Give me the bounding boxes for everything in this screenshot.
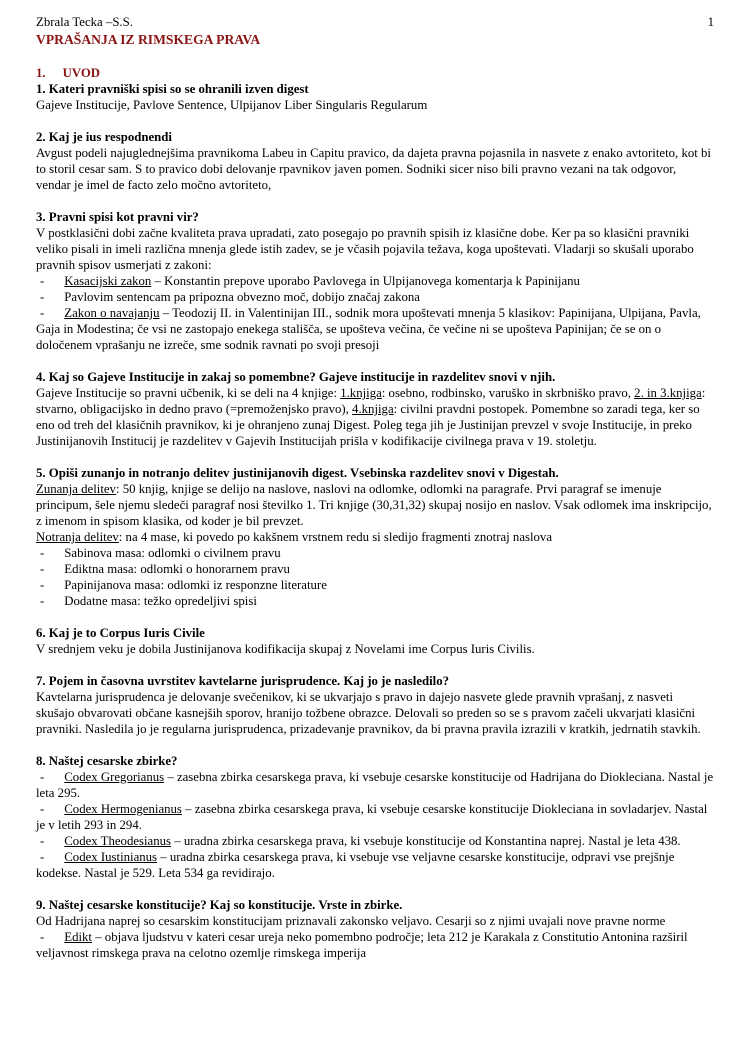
text-run: : 50 knjig, knjige se delijo na naslove, naslovi na odlomke, odlomki na paragrafe. Prvi paragraf se imenuje principum, šele njemu sledeči paragraf nosi številko 1. Tri knjige (30,31,32) skupaj nosijo en naslov. Vsak odlomek ima inskripcijo, z imenom in spisom klasika, od koder je bil prevzet. — [36, 482, 712, 528]
underlined-term: Edikt — [64, 930, 92, 944]
paragraph — [36, 225, 714, 273]
question-section — [36, 129, 714, 193]
page-number: 1 — [707, 15, 714, 29]
bullet-dash: - — [40, 274, 45, 288]
underlined-term: Zakon o navajanju — [64, 306, 160, 320]
bullet-dash: - — [40, 770, 45, 784]
bullet-item — [36, 577, 714, 593]
text-run: Kavtelarna jurisprudenca je delovanje svečenikov, ki se ukvarjajo s pravo in dajejo nasvete glede pravnih vprašanj, z nasveti skušajo obvarovati občane kasnejših sporov, hranijo tožbene obrazce. Delovali so preden so se s pravom začeli ukvarjati klasični pravniki. Nasledila jo je regularna jurisprudenca, prizadevanje pravnikov, da bi pravna pravila izrazili v kratkih, jedrnatih stavkih. — [36, 690, 701, 736]
text-run: V postklasični dobi začne kvaliteta prava upradati, zato posegajo po pravnih spisih iz klasične dobe. Ker pa so klasični pravniki veliko pisali in imeli različna mnenja glede istih zadev, se je včasih pojavila težava, koga upoštevati. Vladarji so skušali uporabo pravnih spisov usmerjati z zakoni: — [36, 226, 694, 272]
question-section — [36, 465, 714, 609]
paragraph — [36, 97, 714, 113]
text-run: Od Hadrijana naprej so cesarskim konstitucijam priznavali zakonsko veljavo. Cesarji so z njimi uvajali nove pravne norme — [36, 914, 666, 928]
underlined-term: 1.knjiga — [340, 386, 382, 400]
text-run: Avgust podeli najuglednejšima pravnikoma Labeu in Capitu pravico, da dajeta pravna pojasnila in nasvete z enako avtoriteto, kot bi to storil cesar sam. S to pravico dobi delovanje rpavnikov javen pomen. Sodniki sicer niso bili pravno vezani na tak odgovor, vendar je imel de facto zelo močno avtoriteto, — [36, 146, 711, 192]
underlined-term: Zunanja delitev — [36, 482, 116, 496]
bullet-dash: - — [40, 594, 45, 608]
paragraph — [36, 529, 714, 545]
text-run: – uradna zbirka cesarskega prava, ki vsebuje konstitucije od Konstantina naprej. Nastal je leta 438. — [171, 834, 681, 848]
bullet-dash: - — [40, 834, 45, 848]
bullet-dash: - — [40, 930, 45, 944]
question-section — [36, 897, 714, 961]
chapter-number: 1. — [36, 66, 46, 80]
underlined-term: Codex Gregorianus — [64, 770, 165, 784]
text-run: – Teodozij II. in Valentinijan III., sodnik mora upoštevati mnenja 5 klasikov: Papinijana, Ulpijana, Pavla, Gaja in Modestina; če vsi ne zastopajo enekega stališča, se upošteva večina, če večine ni se upošteva Papinijan; če se on o določenem vprašanju ne izreče, sme sodnik ravnati po svoji presoji — [36, 306, 701, 352]
document-title: VPRAŠANJA IZ RIMSKEGA PRAVA — [36, 32, 261, 47]
text-run: – zasebna zbirka cesarskega prava, ki vsebuje cesarske konstitucije Diokleciana in sovladarjev. Nastal je v letih 293 in 294. — [36, 802, 708, 832]
question-heading: 7. Pojem in časovna uvrstitev kavtelarne jurisprudence. Kaj jo je nasledilo? — [36, 674, 450, 688]
bullet-item — [36, 561, 714, 577]
question-section — [36, 369, 714, 449]
underlined-term: Notranja delitev — [36, 530, 119, 544]
question-heading: 1. Kateri pravniški spisi so se ohranili izven digest — [36, 82, 309, 96]
bullet-item — [36, 849, 714, 881]
text-run: Dodatne masa: težko opredeljivi spisi — [64, 594, 257, 608]
chapter-heading — [36, 65, 714, 81]
underlined-term: Codex Theodesianus — [64, 834, 172, 848]
question-heading: 8. Naštej cesarske zbirke? — [36, 754, 178, 768]
text-run: Gajeve Institucije, Pavlove Sentence, Ulpijanov Liber Singularis Regularum — [36, 98, 428, 112]
paragraph — [36, 689, 714, 737]
text-run: Papinijanova masa: odlomki iz responzne literature — [64, 578, 327, 592]
bullet-item — [36, 289, 714, 305]
underlined-term: 2. in 3.knjiga — [634, 386, 702, 400]
text-run: : civilni pravdni postopek. Pomembne so zaradi tega, ker so eno od treh del klasičnih pravnikov, ki je ohranjeno zunaj Digest. Poleg tega jih je Justinijan prevzel v svoje Institucije, in preko Justinijanovih Institucij je razdelitev v Gajevih Institucijah prišla v kodifikacije civilnega prava v 19. stoletju. — [36, 402, 700, 448]
text-run: – zasebna zbirka cesarskega prava, ki vsebuje cesarske konstitucije od Hadrijana do Diokleciana. Nastal je leta 295. — [36, 770, 714, 800]
underlined-term: Codex Iustinianus — [64, 850, 158, 864]
question-heading: 5. Opiši zunanjo in notranjo delitev justinijanovih digest. Vsebinska razdelitev snovi v Digestah. — [36, 466, 559, 480]
paragraph — [36, 481, 714, 529]
bullet-dash: - — [40, 802, 45, 816]
bullet-item — [36, 545, 714, 561]
underlined-term: 4.knjiga — [352, 402, 394, 416]
bullet-dash: - — [40, 850, 45, 864]
question-list — [36, 81, 714, 961]
bullet-item — [36, 929, 714, 961]
text-run: : stvarno, obligacijsko in dedno pravo (=premoženjsko pravo), — [36, 386, 706, 416]
text-run: – objava ljudstvu v kateri cesar ureja neko pomembno področje; leta 212 je Karakala z Constitutio Antonina razširil veljavnost rimskega prava na celotno ozemlje rimskega imperija — [36, 930, 688, 960]
question-section — [36, 673, 714, 737]
bullet-item — [36, 305, 714, 353]
text-run: V srednjem veku je dobila Justinijanova kodifikacija skupaj z Novelami ime Corpus Iuris Civilis. — [36, 642, 535, 656]
bullet-dash: - — [40, 546, 45, 560]
bullet-item — [36, 593, 714, 609]
text-run: : osebno, rodbinsko, varuško in skrbniško pravo, — [381, 386, 635, 400]
paragraph — [36, 385, 714, 449]
bullet-dash: - — [40, 290, 45, 304]
paragraph — [36, 641, 714, 657]
author-line: Zbrala Tecka –S.S. — [36, 15, 133, 29]
bullet-item — [36, 801, 714, 833]
question-heading: 9. Naštej cesarske konstitucije? Kaj so konstitucije. Vrste in zbirke. — [36, 898, 403, 912]
question-heading: 4. Kaj so Gajeve Institucije in zakaj so pomembne? Gajeve institucije in razdelitev snovi v njih. — [36, 370, 556, 384]
underlined-term: Codex Hermogenianus — [64, 802, 182, 816]
text-run: – Konstantin prepove uporabo Pavlovega in Ulpijanovega komentarja k Papinijanu — [151, 274, 580, 288]
bullet-item — [36, 833, 714, 849]
question-section — [36, 81, 714, 113]
question-heading: 2. Kaj je ius respodnendi — [36, 130, 172, 144]
text-run: – uradna zbirka cesarskega prava, ki vsebuje vse veljavne cesarske konstitucije, odpravi vse prejšnje kodekse. Nastal je 529. Leta 534 ga revidirajo. — [36, 850, 675, 880]
question-heading: 6. Kaj je to Corpus Iuris Civile — [36, 626, 205, 640]
question-section — [36, 625, 714, 657]
paragraph — [36, 913, 714, 929]
bullet-dash: - — [40, 306, 45, 320]
text-run: Sabinova masa: odlomki o civilnem pravu — [64, 546, 281, 560]
text-run: Pavlovim sentencam pa pripozna obvezno moč, dobijo značaj zakona — [64, 290, 420, 304]
text-run: Ediktna masa: odlomki o honorarnem pravu — [64, 562, 290, 576]
paragraph — [36, 145, 714, 193]
text-run: Gajeve Institucije so pravni učbenik, ki se deli na 4 knjige: — [36, 386, 341, 400]
bullet-item — [36, 769, 714, 801]
bullet-dash: - — [40, 562, 45, 576]
question-section — [36, 753, 714, 881]
question-section — [36, 209, 714, 353]
underlined-term: Kasacijski zakon — [64, 274, 152, 288]
chapter-title: UVOD — [62, 66, 101, 80]
text-run: : na 4 mase, ki povedo po kakšnem vrstnem redu si sledijo fragmenti znotraj naslova — [118, 530, 553, 544]
question-heading: 3. Pravni spisi kot pravni vir? — [36, 210, 199, 224]
bullet-item — [36, 273, 714, 289]
bullet-dash: - — [40, 578, 45, 592]
